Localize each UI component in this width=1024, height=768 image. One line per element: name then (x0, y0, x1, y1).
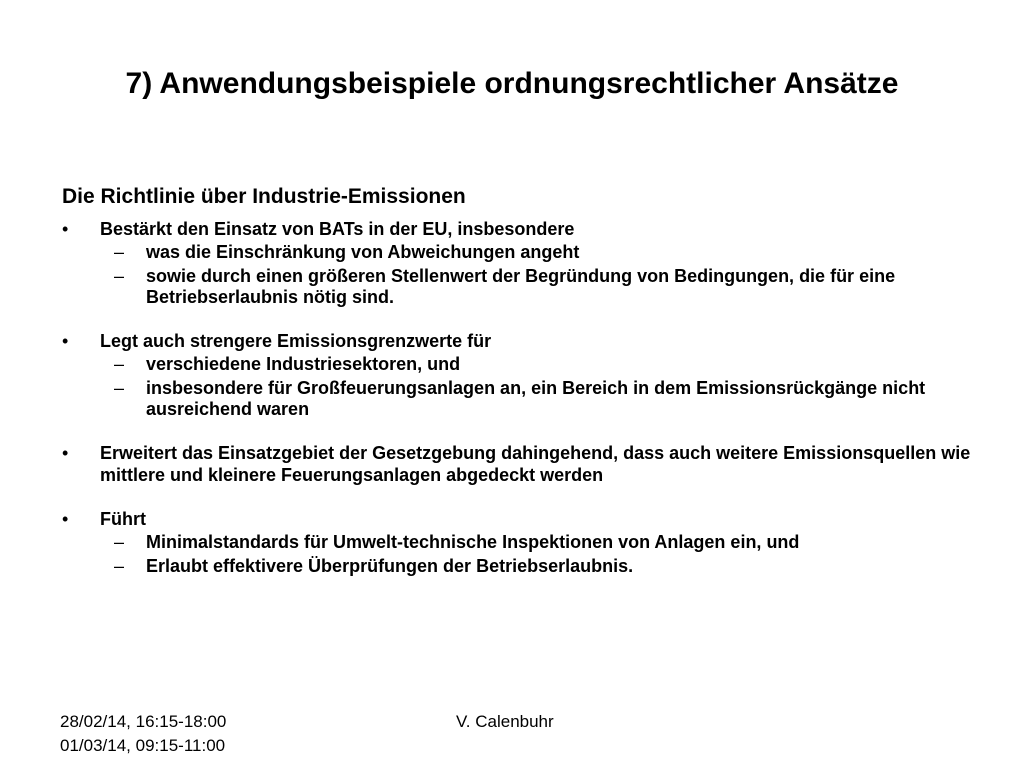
sub-marker: – (114, 532, 125, 552)
sub-item (62, 266, 982, 308)
bullet-block-2 (62, 330, 982, 420)
sub-text: was die Einschränkung von Abweichungen angeht (146, 242, 580, 262)
bullet-marker: • (62, 509, 69, 529)
footer-date-line-1: 28/02/14, 16:15-18:00 (60, 712, 227, 731)
sub-item (62, 354, 982, 375)
bullet-marker: • (62, 331, 69, 351)
bullet-text: Führt (100, 509, 146, 529)
slide-title: 7) Anwendungsbeispiele ordnungsrechtlicher Ansätze (125, 67, 899, 100)
bullet-item (62, 218, 982, 240)
sub-marker: – (114, 556, 125, 576)
bullet-text: Bestärkt den Einsatz von BATs in der EU, insbesondere (100, 219, 575, 239)
bullet-marker: • (62, 443, 69, 463)
bullet-block-4 (62, 508, 982, 577)
sub-text: Erlaubt effektivere Überprüfungen der Betriebserlaubnis. (146, 556, 634, 576)
bullet-block-3 (62, 442, 982, 486)
sub-text: verschiedene Industriesektoren, und (146, 354, 461, 374)
sub-text: insbesondere für Großfeuerungsanlagen an, ein Bereich in dem Emissionsrückgänge nicht ausreichend waren (146, 378, 926, 419)
sub-item (62, 378, 982, 420)
bullet-text: Erweitert das Einsatzgebiet der Gesetzgebung dahingehend, dass auch weitere Emissionsquellen wie mittlere und kleinere Feuerungsanlagen abgedeckt werden (100, 443, 971, 485)
sub-item (62, 242, 982, 263)
sub-item (62, 556, 982, 577)
bullet-item (62, 508, 982, 530)
section-heading: Die Richtlinie über Industrie-Emissionen (62, 185, 466, 208)
bullet-item (62, 330, 982, 352)
sub-marker: – (114, 242, 125, 262)
bullet-block-1 (62, 218, 982, 308)
sub-text: sowie durch einen größeren Stellenwert der Begründung von Bedingungen, die für eine Betriebserlaubnis nötig sind. (146, 266, 896, 307)
sub-marker: – (114, 266, 125, 286)
footer-author: V. Calenbuhr (456, 712, 554, 731)
bullet-text: Legt auch strengere Emissionsgrenzwerte für (100, 331, 492, 351)
sub-marker: – (114, 354, 125, 374)
sub-marker: – (114, 378, 125, 398)
sub-item (62, 532, 982, 553)
footer-date-line-2: 01/03/14, 09:15-11:00 (60, 736, 226, 755)
footer-date (60, 710, 226, 758)
bullet-item (62, 442, 982, 486)
sub-text: Minimalstandards für Umwelt-technische Inspektionen von Anlagen ein, und (146, 532, 800, 552)
bullet-marker: • (62, 219, 69, 239)
slide-content (62, 184, 982, 599)
